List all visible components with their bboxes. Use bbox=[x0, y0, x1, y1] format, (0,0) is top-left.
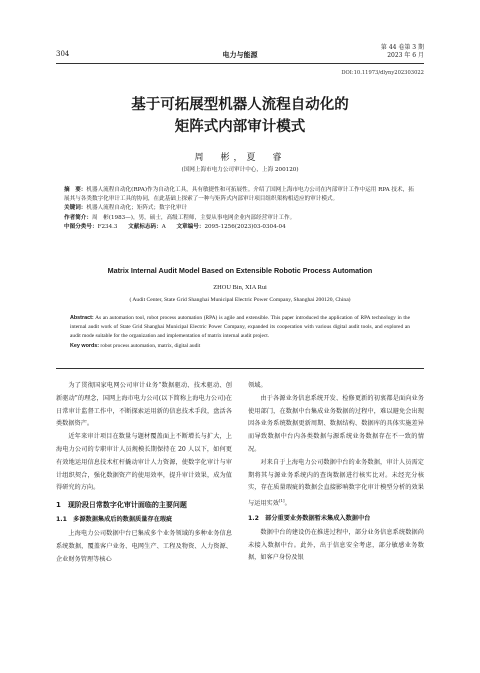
subsection-heading-1-2: 1.2 部分重要业务数据暂未集成入数据中台 bbox=[248, 515, 371, 523]
affiliation-en: ( Audit Center, State Grid Shanghai Municipal Electric Power Company, Shanghai 200120, China) bbox=[129, 297, 351, 303]
body-paragraph: 上海电力公司数据中台已集成多个业务领域的多种业务信息系统数据，覆盖客户业务、电网生产、工程及物资、人力资源、企业财务管理等核心 bbox=[56, 529, 232, 563]
keywords-cn-label: 关键词： bbox=[64, 205, 87, 212]
abstract-cn-label: 摘 要： bbox=[64, 187, 87, 193]
abstract-rule bbox=[56, 368, 424, 369]
body-paragraph: 领域。 bbox=[248, 382, 267, 389]
classification-line bbox=[64, 223, 418, 232]
body-paragraph: 近年来审计项目在数量与题材覆盖面上不断增长与扩大，上海电力公司的专职审计人员规模长期保持在 20 人以下，如何更有效地运用信息技术杠杆撬动审计人力资源，使数字化审计与审计组织契合，强化数据资产的使用效率，提升审计效果，成为值得研究的方向。 bbox=[56, 433, 232, 492]
running-header bbox=[56, 44, 424, 60]
abstract-en-block bbox=[70, 314, 410, 351]
body-paragraph: 为了贯彻国家电网公司审计业务“数据驱动、技术驱动、创新驱动”的理念，国网上海市电力公司(以下简称上海电力公司)在日常审计监督工作中，不断探索运用新的信息技术手段，盘活各类数据资产。 bbox=[56, 382, 232, 428]
body-text: 对来自于上海电力公司数据中台的业务数据，审计人员需定期将其与源业务系统内的查询数据进行核实比对。未经充分核实，存在质量瑕疵的数据会直接影响数字化审计模型分析的效果与运用实效 bbox=[248, 458, 424, 508]
author-bio bbox=[64, 214, 418, 223]
keywords-en-label: Key words: bbox=[70, 342, 100, 349]
abstract-en-label: Abstract: bbox=[70, 315, 94, 321]
abstract-cn-block bbox=[64, 186, 418, 232]
keywords-cn-text: 机器人流程自动化；矩阵式；数字化审计 bbox=[86, 205, 188, 212]
keywords-en-text: robot process automation, matrix, digital audit bbox=[100, 342, 201, 349]
doc-code-label: 文献标志码： bbox=[128, 223, 162, 230]
article-no-label: 文章编号： bbox=[176, 223, 205, 230]
keywords-en bbox=[70, 342, 410, 351]
abstract-en-text: As an automation tool, robot process automation (RPA) is agile and extensible. This paper introduced the application of RPA technology in the internal audit work of State Grid Shanghai Municipal Electric Power Company, expanded its cooperation with various digital audit tools, and explored an audit mode suitable for the organization and implementation of matrix internal audit project. bbox=[70, 315, 410, 340]
paper-title-en: Matrix Internal Audit Model Based on Extensible Robotic Process Automation bbox=[107, 266, 373, 275]
header-rule bbox=[56, 63, 424, 64]
title-line-1: 基于可拓展型机器人流程自动化的 bbox=[131, 96, 349, 113]
author-bio-label: 作者简介： bbox=[64, 214, 92, 221]
abstract-cn-text: 机器人流程自动化(RPA)作为自动化工具，具有敏捷性和可拓展性。介绍了国网上海市电力公司在内部审计工作中运用 RPA 技术，拓展其与各类数字化审计工具的协同，在此基础上探索了一种与矩阵式内部审计项目组织架构相适应的审计模式。 bbox=[64, 187, 414, 203]
citation-ref: [1] bbox=[278, 498, 285, 504]
body-text: 。 bbox=[284, 500, 291, 508]
journal-name: 电力与能源 bbox=[222, 51, 258, 59]
body-paragraph: 由于各源业务信息系统开发、检修更新的初衷都是面向业务使用部门，在数据中台集成业务数据的过程中，难以避免会出现因各业务系统数据更新周期、数据结构、数据库的具体实施差异而导致数据中台内各类数据与源系统业务数据存在不一致的情况。 bbox=[248, 394, 424, 453]
volume-info bbox=[381, 44, 424, 60]
doc-code-value: A bbox=[161, 223, 166, 230]
body-column-right bbox=[248, 380, 424, 565]
subsection-heading-1-1: 1.1 多源数据集成后的数据质量存在瑕疵 bbox=[56, 516, 173, 524]
body-paragraph: 数据中台的建设仍在推进过程中，部分业务信息系统数据尚未接入数据中台。此外，出于信息安全考虑，部分敏感业务数据，如客户身份及银 bbox=[248, 528, 424, 562]
paper-title-cn bbox=[56, 94, 424, 138]
clc-label: 中图分类号： bbox=[64, 223, 98, 230]
page-number: 304 bbox=[56, 50, 70, 58]
abstract-cn bbox=[64, 186, 418, 204]
body-paragraph bbox=[248, 457, 424, 511]
volume-issue: 第 44 卷第 3 期 bbox=[380, 44, 424, 51]
title-line-2: 矩阵式内部审计模式 bbox=[174, 118, 306, 135]
authors-cn: 周 彬，夏 睿 bbox=[194, 153, 286, 163]
authors-en: ZHOU Bin, XIA Rui bbox=[213, 284, 267, 291]
affiliation-cn: (国网上海市电力公司审计中心，上海 200120) bbox=[181, 167, 299, 173]
abstract-en bbox=[70, 314, 410, 342]
doi: DOI:10.11973/dlyny202303022 bbox=[341, 70, 424, 76]
clc-value: F234.3 bbox=[97, 223, 118, 230]
section-heading-1: 1 现阶段日常数字化审计面临的主要问题 bbox=[56, 501, 187, 510]
issue-date: 2023 年 6 月 bbox=[387, 52, 424, 59]
keywords-cn bbox=[64, 204, 418, 213]
article-no-value: 2095-1256(2023)03-0304-04 bbox=[204, 223, 286, 230]
body-column-left bbox=[56, 380, 232, 566]
author-bio-text: 周 彬(1983—)，男，硕士，高级工程师，主要从事电网企业内部经营审计工作。 bbox=[91, 214, 296, 221]
